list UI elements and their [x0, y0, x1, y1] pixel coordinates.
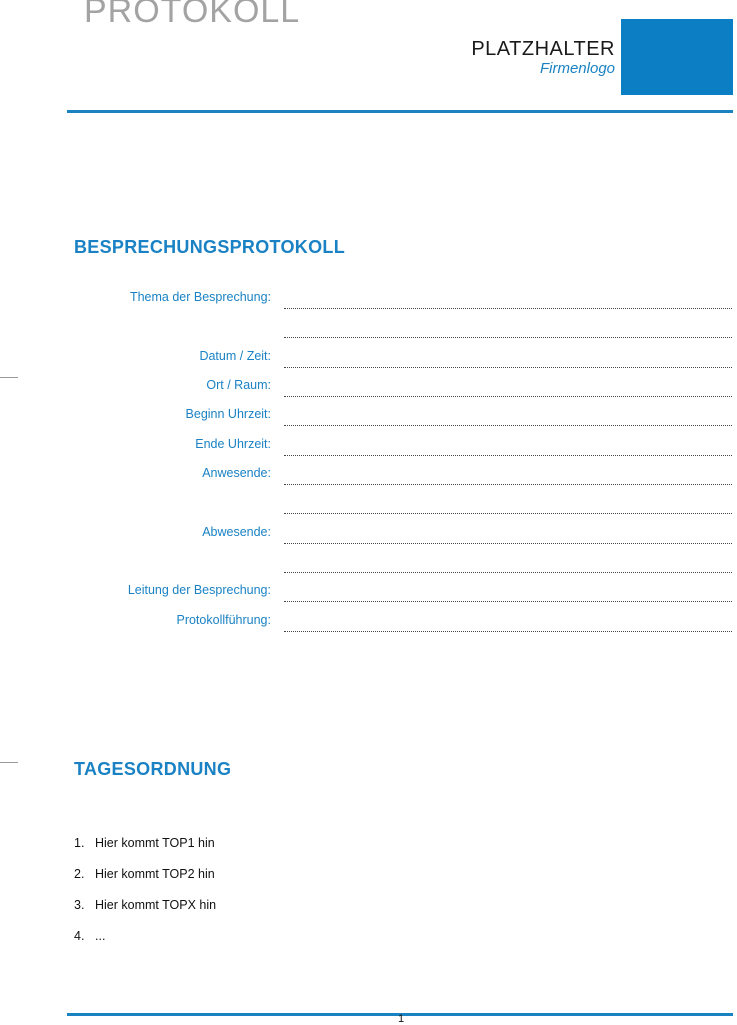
agenda-item [74, 836, 215, 850]
form-label-abwesende: Abwesende: [202, 525, 271, 539]
form-line-abwesende-1[interactable] [284, 543, 732, 544]
form-label-beginn: Beginn Uhrzeit: [185, 407, 271, 421]
form-line-beginn[interactable] [284, 425, 732, 426]
agenda-item [74, 867, 215, 881]
form-line-ort[interactable] [284, 396, 732, 397]
agenda-item [74, 929, 105, 943]
form-label-thema: Thema der Besprechung: [129, 290, 271, 304]
logo-placeholder-title: PLATZHALTER [471, 38, 615, 60]
agenda-item-number: 3. [74, 898, 85, 912]
agenda-item [74, 898, 216, 912]
page-number: 1 [398, 1013, 405, 1025]
meeting-heading: BESPRECHUNGSPROTOKOLL [74, 237, 345, 257]
form-label-leitung: Leitung der Besprechung: [127, 583, 271, 597]
form-label-anwesende: Anwesende: [202, 466, 271, 480]
form-line-protokollfuehrung[interactable] [284, 631, 732, 632]
form-label-datum: Datum / Zeit: [199, 349, 271, 363]
agenda-item-text: Hier kommt TOPX hin [95, 898, 217, 912]
company-logo-text [471, 38, 615, 78]
logo-placeholder-subtitle: Firmenlogo [539, 60, 615, 77]
agenda-item-text: ... [95, 929, 106, 943]
logo-box [621, 19, 733, 95]
agenda-item-text: Hier kommt TOP1 hin [95, 836, 215, 850]
form-label-ende: Ende Uhrzeit: [195, 437, 271, 451]
agenda-item-number: 2. [74, 867, 85, 881]
form-line-abwesende-2[interactable] [284, 572, 732, 573]
agenda-item-text: Hier kommt TOP2 hin [95, 867, 215, 881]
form-line-thema-2[interactable] [284, 337, 732, 338]
header-rule [67, 110, 733, 113]
form-line-leitung[interactable] [284, 601, 732, 602]
agenda-item-number: 4. [74, 929, 85, 943]
form-line-datum[interactable] [284, 367, 732, 368]
form-line-thema-1[interactable] [284, 308, 732, 309]
agenda-item-number: 1. [74, 836, 85, 850]
agenda-heading: TAGESORDNUNG [74, 759, 232, 779]
margin-mark-middle [0, 762, 18, 763]
margin-mark-top [0, 377, 18, 378]
form-line-anwesende-1[interactable] [284, 484, 732, 485]
document-title: PROTOKOLL [84, 0, 301, 30]
form-label-ort: Ort / Raum: [206, 378, 271, 392]
form-line-ende[interactable] [284, 455, 732, 456]
form-label-protokollfuehrung: Protokollführung: [176, 613, 271, 627]
form-line-anwesende-2[interactable] [284, 513, 732, 514]
